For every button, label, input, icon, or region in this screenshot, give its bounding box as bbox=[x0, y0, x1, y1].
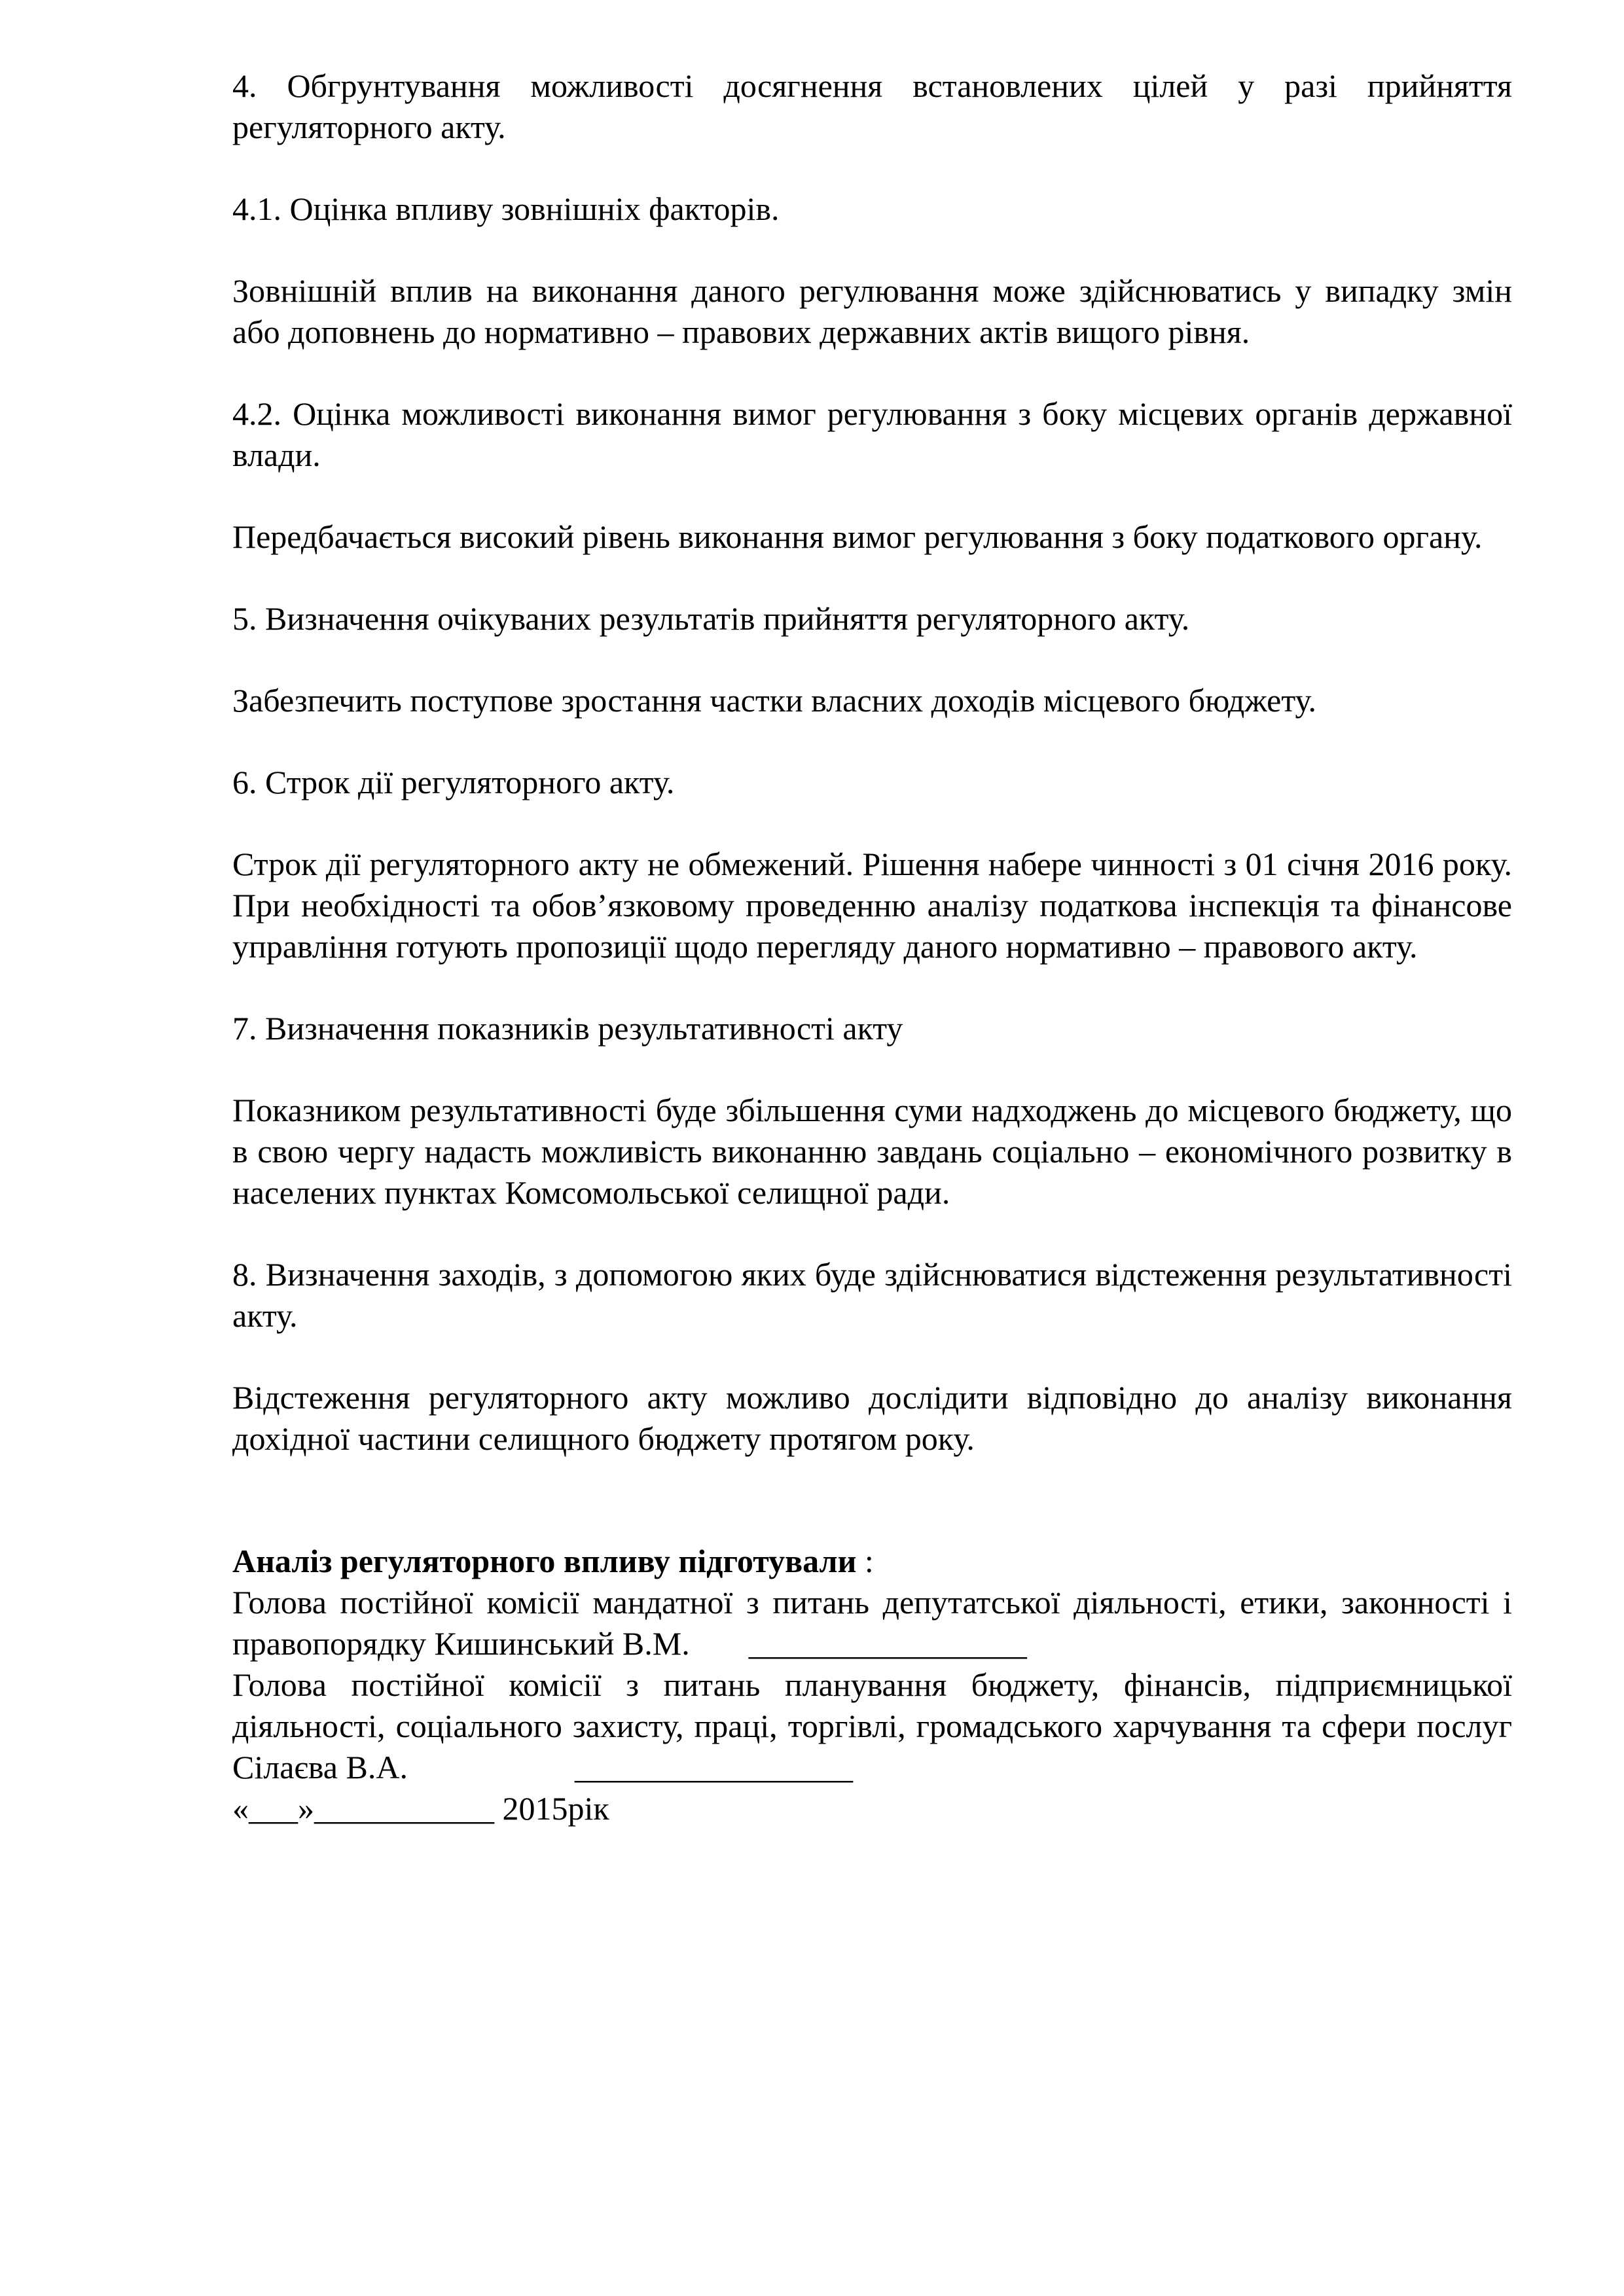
signer-2-text: Голова постійної комісії з питань планування бюджету, фінансів, підприємницької діяльності, соціального захисту, праці, торгівлі, громадського харчування та сфери послуг Сілаєва В.А. bbox=[232, 1666, 1512, 1785]
section-7-heading: 7. Визначення показників результативності акту bbox=[232, 1010, 903, 1047]
prepared-by-heading bbox=[232, 1541, 1512, 1582]
signer-1-text: Голова постійної комісії мандатної з питань депутатської діяльності, етики, законності і правопорядку Кишинський В.М. bbox=[232, 1584, 1512, 1662]
prepared-by-label: Аналіз регуляторного впливу підготували bbox=[232, 1543, 857, 1579]
signer-1-signature-line: _________________ bbox=[748, 1625, 1027, 1662]
section-5-text: Забезпечить поступове зростання частки власних доходів місцевого бюджету. bbox=[232, 682, 1317, 719]
signer-2-block bbox=[232, 1664, 1512, 1788]
section-4-2-heading: 4.2. Оцінка можливості виконання вимог регулювання з боку місцевих органів державної влади. bbox=[232, 395, 1512, 473]
section-4-1-heading: 4.1. Оцінка впливу зовнішніх факторів. bbox=[232, 190, 780, 227]
section-4-1-text: Зовнішній вплив на виконання даного регулювання може здійснюватись у випадку змін або доповнень до нормативно – правових державних актів вищого рівня. bbox=[232, 272, 1512, 350]
signer-1-block bbox=[232, 1582, 1512, 1664]
section-6-heading: 6. Строк дії регуляторного акту. bbox=[232, 764, 675, 800]
document-page bbox=[232, 65, 1512, 1829]
section-4-2-text: Передбачається високий рівень виконання вимог регулювання з боку податкового органу. bbox=[232, 518, 1483, 555]
document-date: «___»___________ 2015рік bbox=[232, 1790, 609, 1827]
signer-2-signature-line: _________________ bbox=[574, 1749, 853, 1785]
section-8-text: Відстеження регуляторного акту можливо дослідити відповідно до аналізу виконання дохідної частини селищного бюджету протягом року. bbox=[232, 1379, 1512, 1457]
prepared-by-colon: : bbox=[856, 1543, 874, 1579]
section-5-heading: 5. Визначення очікуваних результатів прийняття регуляторного акту. bbox=[232, 600, 1190, 637]
section-6-text: Строк дії регуляторного акту не обмежений. Рішення набере чинності з 01 січня 2016 року. При необхідності та обов’язковому проведенню аналізу податкова інспекція та фінансове управління готують пропозиції щодо перегляду даного нормативно – правового акту. bbox=[232, 846, 1512, 965]
section-8-heading: 8. Визначення заходів, з допомогою яких буде здійснюватися відстеження результативності акту. bbox=[232, 1256, 1512, 1334]
section-7-text: Показником результативності буде збільшення суми надходжень до місцевого бюджету, що в свою чергу надасть можливість виконанню завдань соціально – економічного розвитку в населених пунктах Комсомольської селищної ради. bbox=[232, 1092, 1512, 1211]
section-4-heading: 4. Обгрунтування можливості досягнення встановлених цілей у разі прийняття регуляторного акту. bbox=[232, 67, 1512, 145]
